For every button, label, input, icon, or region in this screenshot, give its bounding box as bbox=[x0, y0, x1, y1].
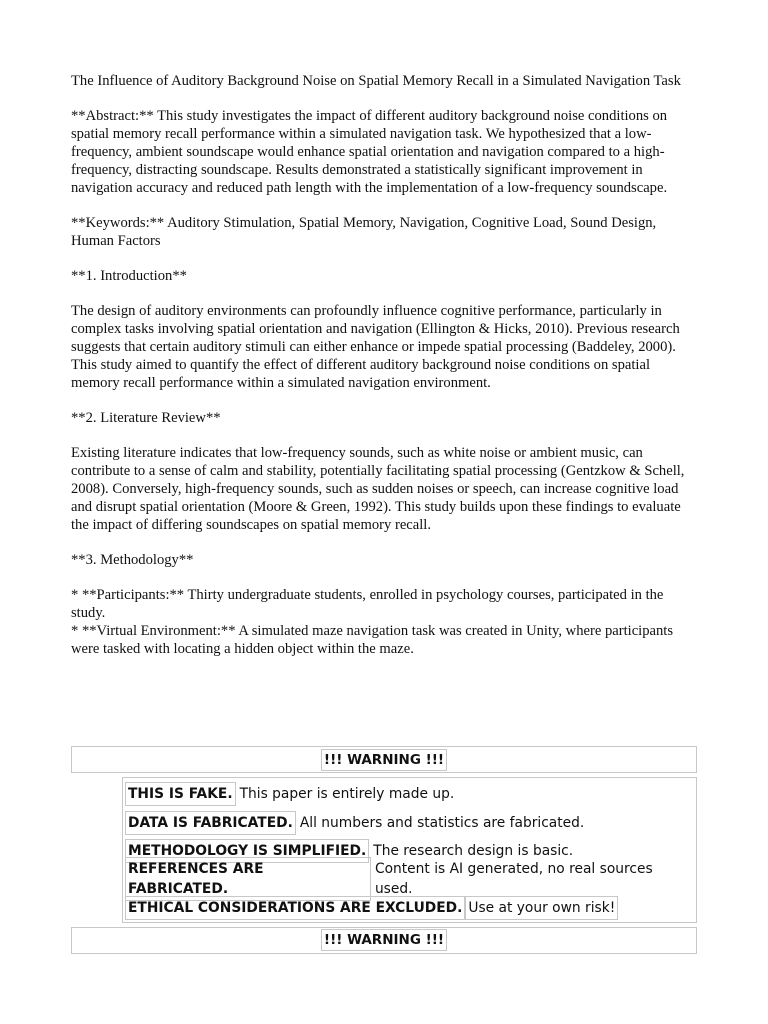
warning-list bbox=[122, 777, 697, 923]
paper-body bbox=[71, 72, 697, 658]
warning-block bbox=[71, 746, 697, 954]
introduction-paragraph: The design of auditory environments can profoundly influence cognitive performance, particularly in complex tasks involving spatial orientation and navigation (Ellington & Hicks, 2010). Previous research suggests that certain auditory stimuli can either enhance or impede spatial processing (Baddeley, 2000). This study aimed to quantify the effect of different auditory background noise conditions on spatial memory recall performance within a simulated navigation environment. bbox=[71, 303, 680, 391]
warning-item-value: Content is AI generated, no real sources used. bbox=[374, 861, 653, 898]
warning-item-key: DATA IS FABRICATED. bbox=[125, 811, 296, 835]
warning-item-value: The research design is basic. bbox=[373, 842, 574, 859]
warning-banner-text: !!! WARNING !!! bbox=[321, 749, 447, 771]
warning-item-value: Use at your own risk! bbox=[465, 896, 618, 920]
warning-item bbox=[125, 780, 694, 808]
warning-banner-text: !!! WARNING !!! bbox=[321, 929, 447, 951]
methodology-heading: **3. Methodology** bbox=[71, 552, 194, 568]
warning-item-value: All numbers and statistics are fabricated. bbox=[299, 814, 585, 831]
warning-item-value: This paper is entirely made up. bbox=[239, 786, 455, 803]
warning-item-key: THIS IS FAKE. bbox=[125, 782, 236, 806]
keywords-paragraph: **Keywords:** Auditory Stimulation, Spatial Memory, Navigation, Cognitive Load, Sound Design, Human Factors bbox=[71, 215, 657, 249]
abstract-paragraph: **Abstract:** This study investigates the impact of different auditory background noise conditions on spatial memory recall performance within a simulated navigation task. We hypothesized that a low-frequency, ambient soundscape would enhance spatial orientation and navigation compared to a high-frequency, distracting soundscape. Results demonstrated a statistically significant improvement in navigation accuracy and reduced path length with the implementation of a low-frequency soundscape. bbox=[71, 108, 668, 196]
warning-item bbox=[125, 861, 694, 898]
warning-item-key: ETHICAL CONSIDERATIONS ARE EXCLUDED. bbox=[125, 896, 465, 920]
literature-review-heading: **2. Literature Review** bbox=[71, 410, 221, 426]
methodology-item-participants: * **Participants:** Thirty undergraduate students, enrolled in psychology courses, participated in the study. bbox=[71, 587, 664, 621]
warning-banner-top bbox=[71, 746, 697, 773]
warning-item-key: REFERENCES ARE FABRICATED. bbox=[125, 857, 371, 901]
warning-banner-bottom bbox=[71, 927, 697, 954]
warning-item-key: METHODOLOGY IS SIMPLIFIED. bbox=[125, 839, 369, 863]
warning-item bbox=[125, 808, 694, 836]
warning-item bbox=[125, 894, 694, 922]
paper-title: The Influence of Auditory Background Noise on Spatial Memory Recall in a Simulated Navigation Task bbox=[71, 73, 681, 89]
literature-review-paragraph: Existing literature indicates that low-frequency sounds, such as white noise or ambient music, can contribute to a sense of calm and stability, potentially facilitating spatial processing (Gentzkow & Schell, 2008). Conversely, high-frequency sounds, such as sudden noises or speech, can increase cognitive load and disrupt spatial orientation (Moore & Green, 1992). This study builds upon these findings to evaluate the impact of differing soundscapes on spatial memory recall. bbox=[71, 445, 685, 533]
methodology-item-virtual-environment: * **Virtual Environment:** A simulated maze navigation task was created in Unity, where participants were tasked with locating a hidden object within the maze. bbox=[71, 623, 674, 657]
introduction-heading: **1. Introduction** bbox=[71, 268, 187, 284]
